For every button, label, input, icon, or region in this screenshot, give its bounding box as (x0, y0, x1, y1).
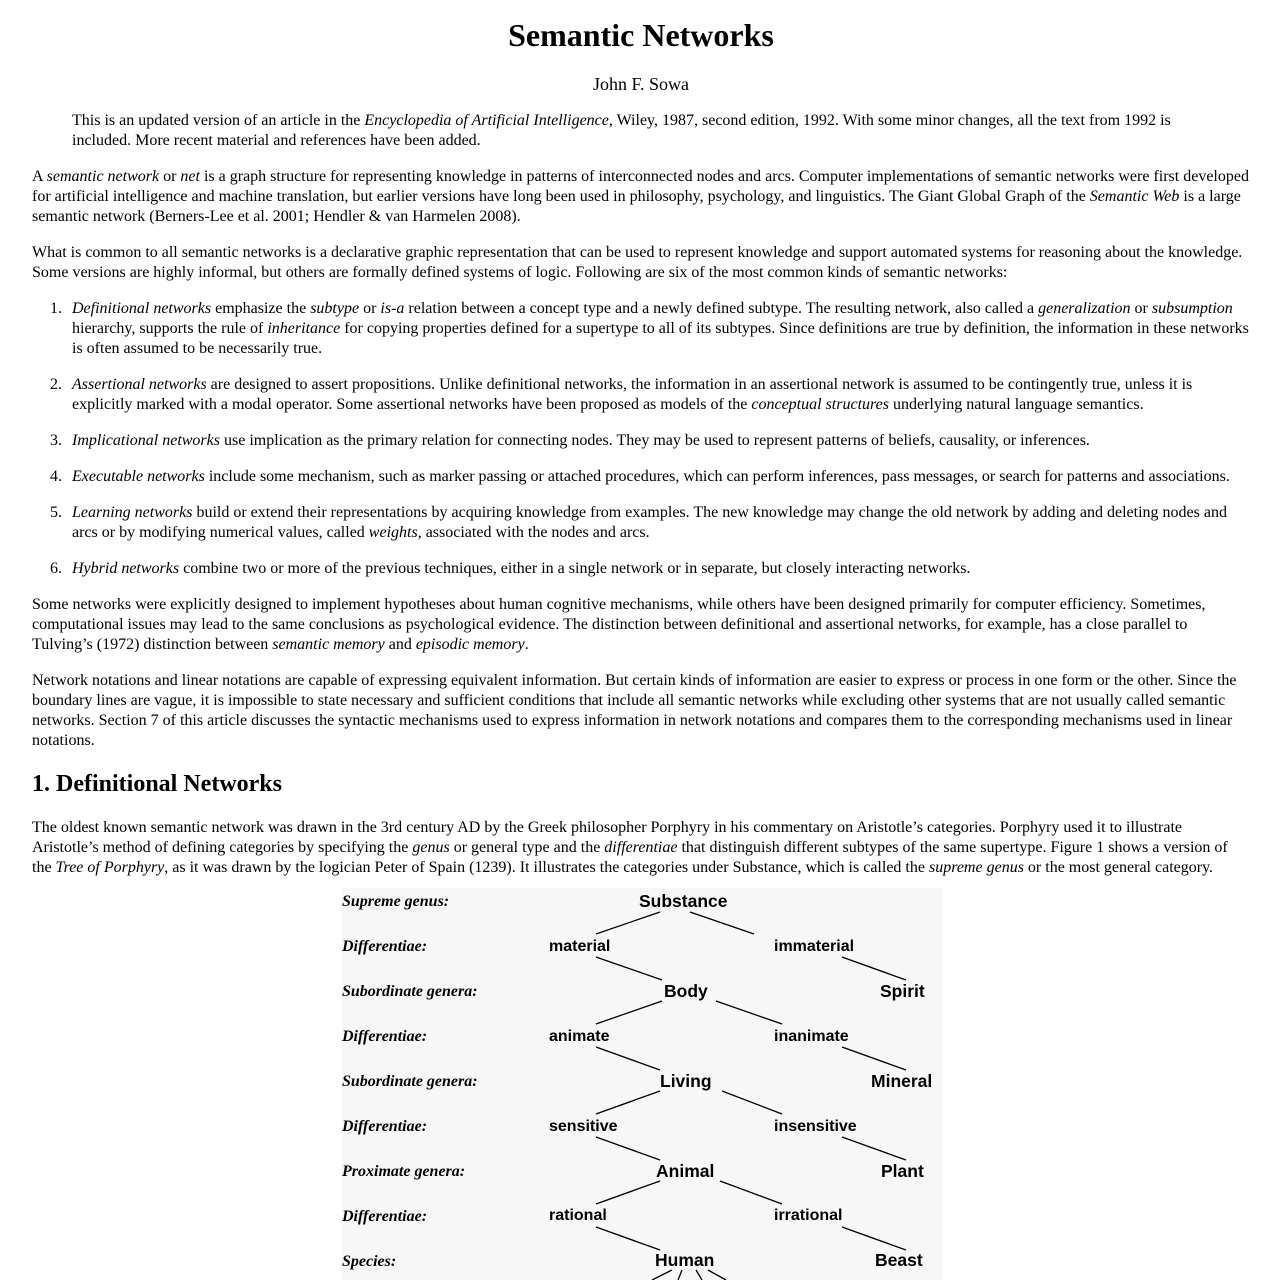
node-body: Body (664, 981, 708, 1001)
edge-substance-immaterial (690, 912, 754, 934)
list-number: 2. (50, 376, 62, 393)
term-differentiae: differentiae (604, 839, 678, 856)
list-item (32, 431, 1250, 451)
edge-human-individual (652, 1270, 672, 1280)
term-genus: genus (412, 839, 450, 856)
intro-note (72, 111, 1212, 151)
note-text: , Wiley, 1987, second edition, 1992. With some minor changes, all the text from 1992 is included. More recent material and references have been added. (72, 112, 1171, 149)
list-item (32, 559, 1250, 579)
item-text: , associated with the nodes and arcs. (417, 524, 650, 541)
paragraph-text: The oldest known semantic network was drawn in the 3rd century AD by the Greek philosopher Porphyry in his commentary on Aristotle’s categories. Porphyry used it to illustrate Aristotle’s method of defining categories by specifying the (32, 819, 1182, 856)
level-label: Subordinate genera: (342, 983, 478, 1000)
level-label: Differentiae: (342, 1118, 428, 1135)
list-number: 3. (50, 432, 62, 449)
item-text: include some mechanism, such as marker passing or attached procedures, which can perform inferences, pass messages, or search for patterns and associations. (204, 468, 1230, 485)
item-text: relation between a concept type and a newly defined subtype. The resulting network, also called a (404, 300, 1039, 317)
paragraph-text: and (384, 636, 416, 653)
level-label: Differentiae: (342, 938, 428, 955)
node-rational: rational (549, 1207, 607, 1224)
edge-body-inanimate (716, 1001, 782, 1024)
node-living: Living (660, 1071, 712, 1091)
edge-sensitive-animal (596, 1137, 660, 1160)
note-emphasis: Encyclopedia of Artificial Intelligence (364, 112, 609, 129)
paragraph-text: Some networks were explicitly designed to implement hypotheses about human cognitive mechanisms, while others have been designed primarily for computer efficiency. Sometimes, computational issues may lead to the same conclusions as psychological evidence. The distinction between definitional and assertional networks, for example, has a close parallel to Tulving’s (1972) distinction between (32, 596, 1206, 653)
term-supreme-genus: supreme genus (928, 859, 1024, 876)
node-immaterial: immaterial (774, 938, 855, 955)
list-item (32, 299, 1250, 359)
item-text: underlying natural language semantics. (888, 396, 1144, 413)
node-human: Human (655, 1250, 715, 1270)
node-mineral: Mineral (871, 1071, 933, 1091)
paragraph-text: or the most general category. (1023, 859, 1214, 876)
term-semantic-web: Semantic Web (1089, 188, 1180, 205)
list-number: 5. (50, 504, 62, 521)
edge-human-individual (678, 1270, 682, 1280)
term: generalization (1038, 300, 1131, 317)
paragraph-text: or general type and the (449, 839, 605, 856)
edge-body-animate (596, 1001, 662, 1024)
paragraph-text: or (159, 168, 181, 185)
edge-immaterial-spirit (842, 957, 906, 980)
paragraph-intro (32, 167, 1250, 227)
term: subtype (310, 300, 360, 317)
term: is-a (380, 300, 405, 317)
list-item (32, 503, 1250, 543)
edge-material-body (596, 957, 662, 980)
item-text: use implication as the primary relation for connecting nodes. They may be used to represent patterns of beliefs, causality, or inferences. (219, 432, 1090, 449)
term: Implicational networks (72, 432, 220, 449)
note-text: This is an updated version of an article in the (72, 112, 365, 129)
term-net: net (180, 168, 200, 185)
item-text: are designed to assert propositions. Unlike definitional networks, the information in an assertional network is assumed to be contingently true, unless it is explicitly marked with a modal operator. Some assertional networks have been proposed as models of the (72, 376, 1193, 413)
term: conceptual structures (751, 396, 889, 413)
node-inanimate: inanimate (774, 1028, 849, 1045)
paragraph-text: is a large semantic network (Berners-Lee et al. 2001; Hendler & van Harmelen 2008). (32, 188, 1241, 225)
term: subsumption (1151, 300, 1233, 317)
node-insensitive: insensitive (774, 1118, 857, 1135)
node-substance: Substance (639, 891, 728, 911)
level-label: Differentiae: (342, 1208, 428, 1225)
edge-living-sensitive (596, 1091, 660, 1114)
term-semantic-memory: semantic memory (272, 636, 385, 653)
paragraph-text: that distinguish different subtypes of the same supertype. Figure 1 shows a version of the (32, 839, 1228, 876)
item-text: or (1130, 300, 1152, 317)
node-beast: Beast (875, 1250, 923, 1270)
item-text: hierarchy, supports the rule of (72, 320, 268, 337)
term: Definitional networks (72, 300, 212, 317)
edge-insensitive-plant (842, 1137, 906, 1160)
paragraph-porphyry (32, 818, 1250, 878)
edge-rational-human (596, 1227, 660, 1250)
node-material: material (549, 938, 611, 955)
node-animal: Animal (656, 1161, 715, 1181)
node-animate: animate (549, 1028, 610, 1045)
item-text: build or extend their representations by acquiring knowledge from examples. The new knowledge may change the old network by adding and deleting nodes and arcs or by modifying numerical values, called (72, 504, 1227, 541)
edge-inanimate-mineral (842, 1047, 906, 1070)
term: Learning networks (72, 504, 193, 521)
paragraph-notations: Network notations and linear notations are capable of expressing equivalent information. But certain kinds of information are easier to express or process in one form or the other. Since the boundary lines are vague, it is impossible to state necessary and sufficient conditions that include all semantic networks while excluding other systems that are not usually called semantic networks. Section 7 of this article discusses the syntactic mechanisms used to express information in network notations and compares them to the corresponding mechanisms used in linear notations. (32, 672, 1237, 749)
level-label: Differentiae: (342, 1028, 428, 1045)
term: inheritance (267, 320, 341, 337)
term-episodic-memory: episodic memory (415, 636, 525, 653)
edge-living-insensitive (722, 1091, 782, 1114)
paragraph-text: is a graph structure for representing knowledge in patterns of interconnected nodes and arcs. Computer implementations of semantic networks were first developed for artificial intelligence and machine translation, but earlier versions have long been used in philosophy, psychology, and linguistics. The Giant Global Graph of the (32, 168, 1249, 205)
node-spirit: Spirit (880, 981, 925, 1001)
item-text: combine two or more of the previous techniques, either in a single network or in separate, but closely interacting networks. (179, 560, 971, 577)
item-text: for copying properties defined for a supertype to all of its subtypes. Since definitions are true by definition, the information in these networks is often assumed to be necessarily true. (72, 320, 1249, 357)
edge-human-individual (696, 1270, 702, 1280)
level-label: Supreme genus: (342, 893, 450, 910)
term: weights (368, 524, 418, 541)
page-title: Semantic Networks (508, 17, 774, 53)
node-irrational: irrational (774, 1207, 843, 1224)
tree-of-porphyry-figure (342, 888, 942, 1280)
node-sensitive: sensitive (549, 1118, 618, 1135)
term: Hybrid networks (72, 560, 180, 577)
term: Executable networks (72, 468, 205, 485)
term-tree-of-porphyry: Tree of Porphyry (55, 859, 165, 876)
paragraph-text: , as it was drawn by the logician Peter of Spain (1239). It illustrates the categories under Substance, which is called the (164, 859, 929, 876)
item-text: or (359, 300, 381, 317)
list-number: 4. (50, 468, 62, 485)
paragraph-text: . (524, 636, 529, 653)
author-name: John F. Sowa (592, 74, 690, 94)
level-label: Subordinate genera: (342, 1073, 478, 1090)
section-heading: 1. Definitional Networks (32, 771, 282, 797)
list-number: 1. (50, 300, 62, 317)
list-item (32, 467, 1250, 487)
level-label: Proximate genera: (342, 1163, 466, 1180)
edge-irrational-beast (842, 1227, 906, 1250)
level-label: Species: (342, 1253, 397, 1270)
edge-animate-living (596, 1047, 660, 1070)
node-plant: Plant (881, 1161, 924, 1181)
edge-human-individual (708, 1270, 726, 1280)
edge-animal-rational (596, 1181, 660, 1204)
paragraph-cognitive (32, 595, 1250, 655)
list-item (32, 375, 1250, 415)
term: Assertional networks (72, 376, 207, 393)
network-kinds-list (32, 299, 1250, 595)
paragraph-text: A (32, 168, 47, 185)
paragraph-common: What is common to all semantic networks is a declarative graphic representation that can be used to represent knowledge and support automated systems for reasoning about the knowledge. Some versions are highly informal, but others are formally defined systems of logic. Following are six of the most common kinds of semantic networks: (32, 244, 1243, 281)
term-semantic-network: semantic network (46, 168, 160, 185)
edge-substance-material (596, 912, 660, 934)
edge-animal-irrational (720, 1181, 782, 1204)
item-text: emphasize the (211, 300, 311, 317)
list-number: 6. (50, 560, 62, 577)
